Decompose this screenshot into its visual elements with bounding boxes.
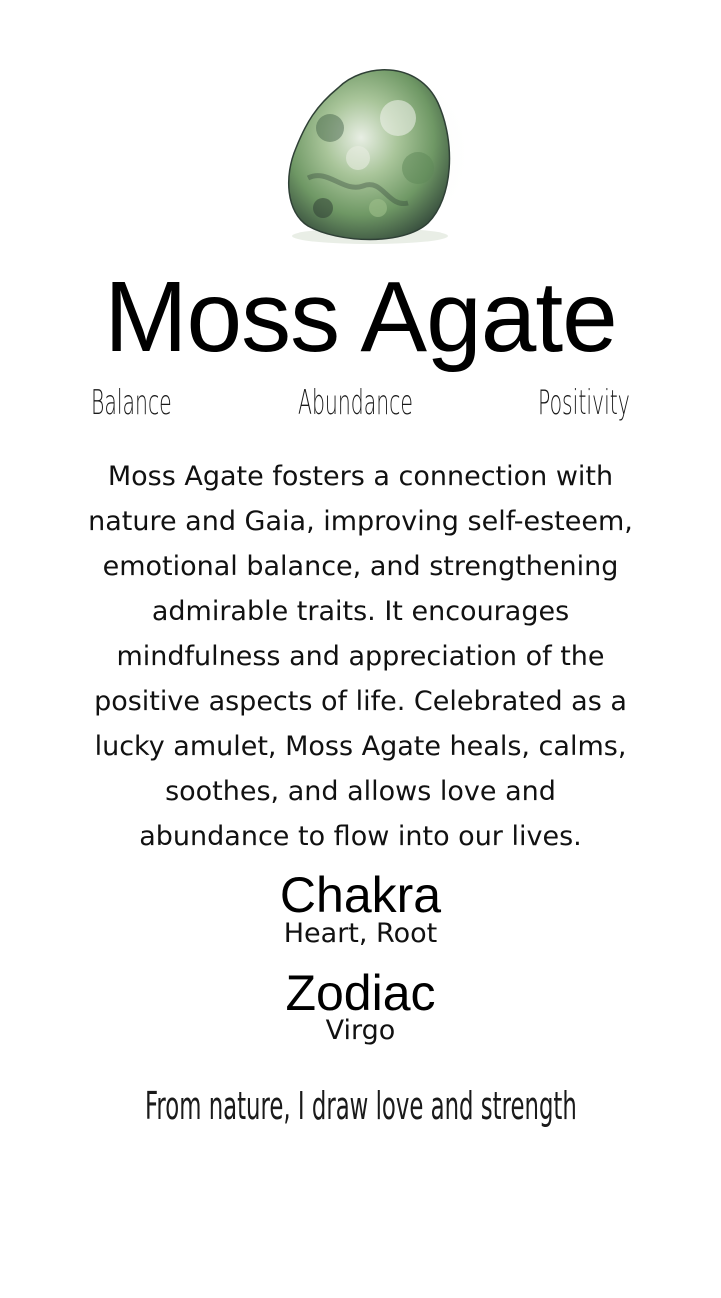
- chakra-value: Heart, Root: [283, 918, 438, 949]
- affirmation: [0, 1080, 721, 1132]
- description-line: soothes, and allows love and: [165, 776, 556, 807]
- description-line: lucky amulet, Moss Agate heals, calms,: [94, 731, 627, 762]
- keyword-abundance: Abundance: [298, 383, 413, 423]
- description-line: nature and Gaia, improving self-esteem,: [88, 506, 633, 537]
- description-paragraph: [50, 454, 671, 859]
- zodiac-value: Virgo: [325, 1015, 396, 1046]
- stone-image: [268, 58, 468, 258]
- zodiac-heading: Zodiac: [285, 965, 436, 1021]
- keyword-positivity: Positivity: [538, 383, 630, 423]
- moss-agate-stone-illustration: [268, 58, 468, 258]
- stone-title: Moss Agate: [104, 261, 617, 373]
- affirmation-text: From nature, I draw love and strength: [144, 1084, 577, 1128]
- keyword-row: [0, 380, 721, 430]
- description-line: Moss Agate fosters a connection with: [107, 461, 614, 492]
- description-line: positive aspects of life. Celebrated as a: [94, 686, 627, 717]
- description-line: mindfulness and appreciation of the: [116, 641, 605, 672]
- description-line: abundance to flow into our lives.: [139, 821, 582, 852]
- description-line: admirable traits. It encourages: [151, 596, 570, 627]
- chakra-heading: Chakra: [279, 867, 442, 923]
- description-line: emotional balance, and strengthening: [102, 551, 619, 582]
- keyword-balance: Balance: [91, 383, 172, 423]
